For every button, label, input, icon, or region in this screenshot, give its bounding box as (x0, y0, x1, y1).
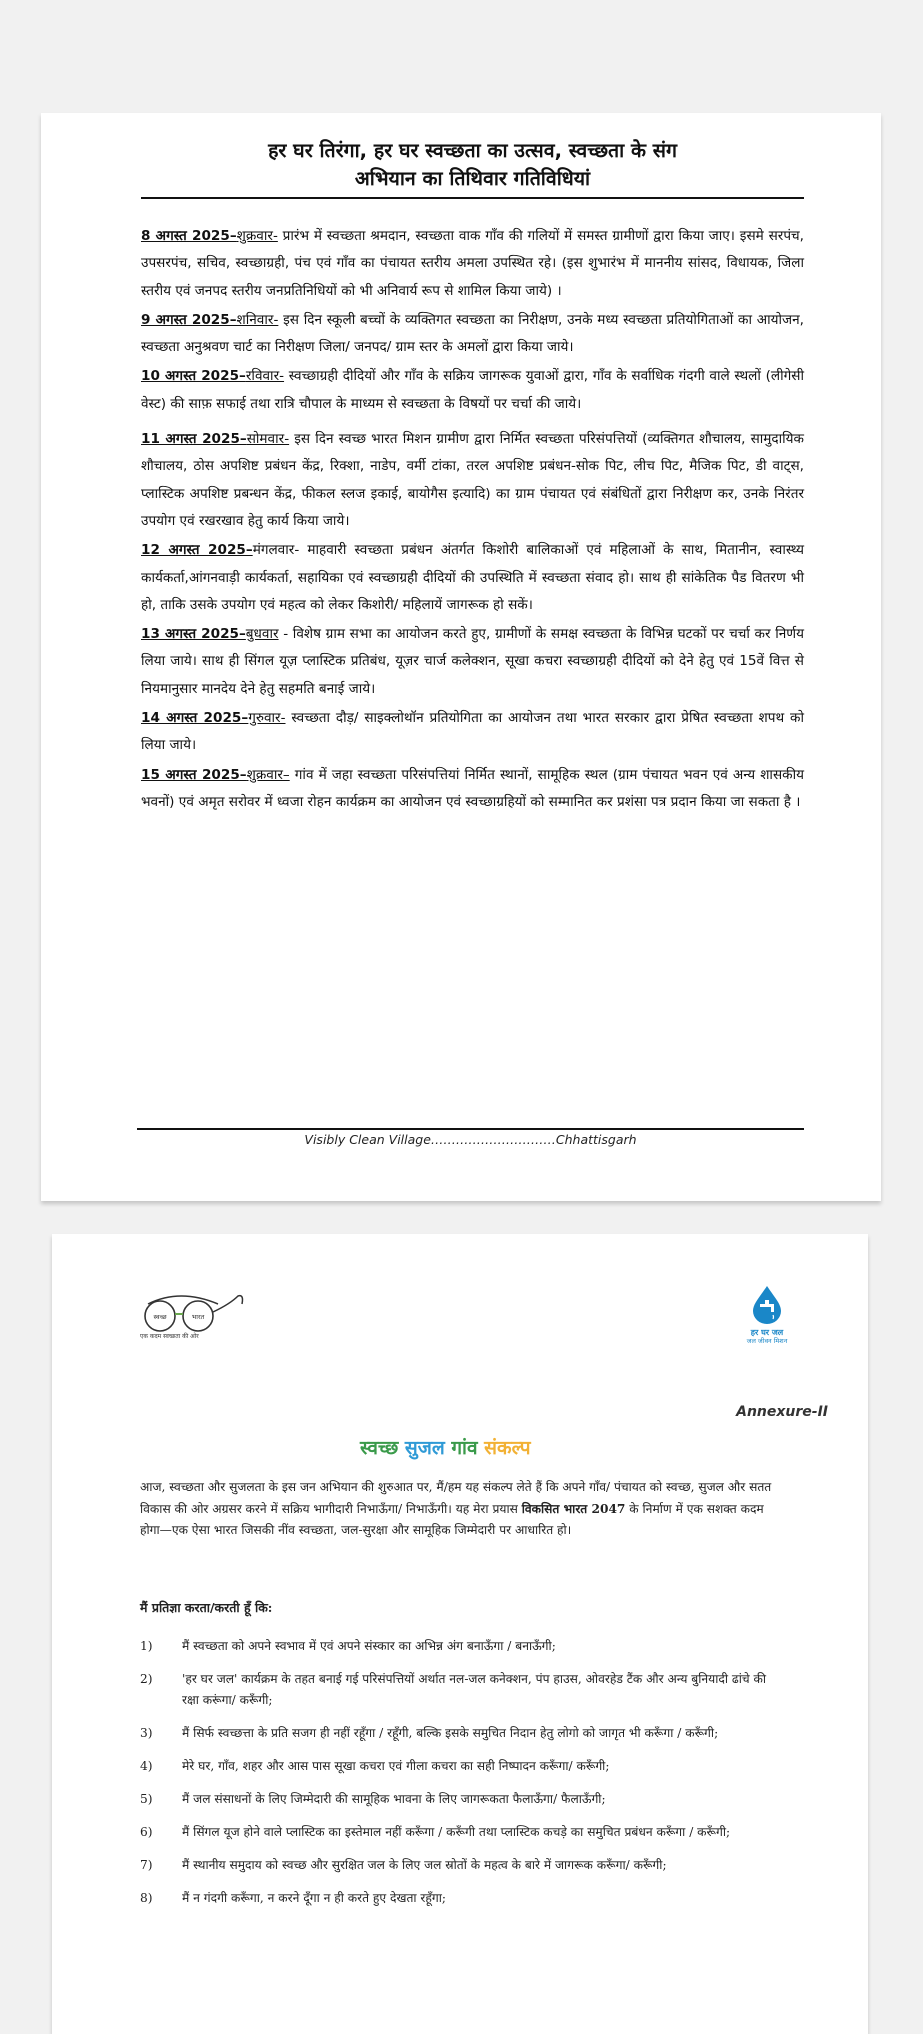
intro-bold-text: विकसित भारत 2047 (521, 1501, 626, 1516)
pledge-number: 1) (140, 1639, 153, 1653)
pledge-title (360, 1434, 531, 1460)
pledge-text: मैं स्थानीय समुदाय को स्वच्छ और सुरक्षित जल के लिए जल स्रोतों के महत्व के बारे में जागरूक करूँगा/ करूँगी; (182, 1858, 667, 1872)
title-word: सुजल (404, 1437, 445, 1459)
logo-left-lens: स्वच्छ (153, 1313, 167, 1321)
entry-date: 14 अगस्त 2025– (141, 710, 249, 727)
har-ghar-jal-logo (732, 1284, 802, 1354)
water-drop-tap-icon (747, 1284, 787, 1324)
entry-day: शुक्रवार– (246, 766, 290, 783)
entry-day: सोमवार- (246, 431, 290, 448)
pledge-text: मैं न गंदगी करूँगा, न करने दूँगा न ही करते हुए देखता रहूँगा; (182, 1891, 446, 1905)
pledge-number: 5) (140, 1792, 153, 1806)
pledge-number: 3) (140, 1726, 153, 1740)
activity-schedule (141, 223, 804, 818)
logo-right-lens: भारत (191, 1313, 205, 1321)
entry-day: गुरुवार- (248, 710, 286, 727)
pledge-item (140, 1789, 840, 1810)
page-title (141, 137, 804, 193)
pledge-text: 'हर घर जल' कार्यक्रम के तहत बनाई गई परिसंपत्तियों अर्थात नल-जल कनेक्शन, पंप हाउस, ओवरहेड टैंक और अन्य बुनियादी ढांचे की रक्षा करूंगा/ करूँगी; (182, 1672, 767, 1707)
document-page-1 (41, 113, 881, 1201)
entry-text: - विशेष ग्राम सभा का आयोजन करते हुए, ग्रामीणों के समक्ष स्वच्छता के विभिन्न घटकों पर चर्चा कर निर्णय लिया जाये। साथ ही सिंगल यूज़ प्लास्टिक प्रतिबंध, यूज़र चार्ज कलेक्शन, सूखा कचरा स्वच्छाग्रही दीदियों को देने हेतु एवं 15वें वित्त से नियमानुसार मानदेय देने हेतु सहमति बनाई जाये। (141, 626, 804, 697)
entry-text: मंगलवार- माहवारी स्वच्छता प्रबंधन अंतर्गत किशोरी बालिकाओं एवं महिलाओं के साथ, मितानीन, स्वास्थ्य कार्यकर्ता,आंगनवाड़ी कार्यकर्ता, सहायिका एवं स्वच्छाग्रही दीदियों की उपस्थिति में स्वच्छता संवाद हो। साथ ही सांकेतिक पैड वितरण भी हो, ताकि उसके उपयोग एवं महत्व को लेकर किशोरी/ महिलायें जागरूक हो सकें। (141, 542, 805, 613)
schedule-entry (141, 307, 804, 362)
entry-text: गांव में जहा स्वच्छता परिसंपत्तियां निर्मित स्थानों, सामूहिक स्थल (ग्राम पंचायत भवन एवं अन्य शासकीय भवनों) एवं अमृत सरोवर में ध्वजा रोहन कार्यक्रम का आयोजन एवं स्वच्छाग्रहियों को सम्मानित कर प्रशंसा पत्र प्रदान किया जा सकता है । (141, 766, 804, 810)
pledge-text: मैं सिंगल यूज होने वाले प्लास्टिक का इस्तेमाल नहीं करूँगा / करूँगी तथा प्लास्टिक कचड़े का समुचित प्रबंधन करूँगा / करूँगी; (182, 1825, 731, 1839)
title-divider (141, 197, 804, 199)
entry-day: बुधवार (245, 626, 279, 643)
pledge-text: मैं जल संसाधनों के लिए जिम्मेदारी की सामूहिक भावना के लिए जागरूकता फैलाऊँगा/ फैलाऊँगी; (182, 1792, 606, 1806)
entry-text: स्वच्छाग्रही दीदियों और गाँव के सक्रिय जागरूक युवाओं द्वारा, गाँव के सर्वाधिक गंदगी वाले स्थलों (लीगेसी वेस्ट) की साफ़ सफाई तथा रात्रि चौपाल के माध्यम से स्वच्छता के विषयों पर चर्चा की जाये। (141, 368, 804, 412)
entry-text: इस दिन स्कूली बच्चों के व्यक्तिगत स्वच्छता का निरीक्षण, उनके मध्य स्वच्छता प्रतियोगिताओं का आयोजन, स्वच्छता अनुश्रवण चार्ट का निरीक्षण जिला/ जनपद/ ग्राम स्तर के अमलों द्वारा किया जाये। (141, 311, 804, 356)
entry-date: 15 अगस्त 2025– (141, 766, 247, 783)
pledge-text: मैं सिर्फ स्वच्छत्ता के प्रति सजग ही नहीं रहूँगा / रहूँगी, बल्कि इसके समुचित निदान हेतु लोगो को जागृत भी करूँगा / करूँगी; (182, 1726, 719, 1740)
title-word: गांव (451, 1437, 478, 1459)
entry-date: 11 अगस्त 2025– (141, 431, 247, 448)
footer-divider (137, 1128, 804, 1130)
document-page-2 (52, 1234, 868, 2034)
schedule-entry (141, 537, 804, 619)
pledge-item (140, 1855, 840, 1876)
entry-text: इस दिन स्वच्छ भारत मिशन ग्रामीण द्वारा निर्मित स्वच्छता परिसंपत्तियों (व्यक्तिगत शौचालय, सामुदायिक शौचालय, ठोस अपशिष्ट प्रबंधन केंद्र, रिक्शा, नाडेप, वर्मी टांका, तरल अपशिष्ट प्रबंधन-सोक पिट, लीच पिट, मैजिक पिट, डी वाट्स, प्लास्टिक अपशिष्ट प्रबन्धन केंद्र, फीकल स्लज इकाई, बायोगैस इत्यादि) का ग्राम पंचायत एवं संबंधितों द्वारा निरीक्षण कर, उनके निरंतर उपयोग एवं रखरखाव हेतु कार्य किया जाये। (141, 431, 804, 529)
pledge-number: 4) (140, 1759, 153, 1773)
logo-tagline: एक कदम स्वच्छता की ओर (140, 1333, 199, 1340)
pledge-list (140, 1636, 840, 1921)
pledge-item (140, 1822, 840, 1843)
pledge-item (140, 1723, 840, 1744)
entry-text: प्रारंभ में स्वच्छता श्रमदान, स्वच्छता वाक गाँव की गलियों में समस्त ग्रामीणों द्वारा किया जाए। इसमे सरपंच, उपसरपंच, सचिव, स्वच्छाग्रही, पंच एवं गाँव का पंचायत स्तरीय अमला उपस्थित रहे। (इस शुभारंभ में माननीय सांसद, विधायक, जिला स्तरीय एवं जनपद स्तरीय जनप्रतिनिधियों को भी अनिवार्य रूप से शामिल किया जाये) । (141, 228, 804, 299)
entry-date: 10 अगस्त 2025– (141, 368, 246, 385)
entry-day: शनिवार- (236, 311, 279, 328)
schedule-entry (141, 705, 804, 760)
schedule-entry (141, 426, 804, 535)
entry-day: रविवार- (245, 368, 285, 385)
pledge-number: 8) (140, 1891, 153, 1905)
schedule-entry (141, 363, 804, 418)
title-word: स्वच्छ (360, 1437, 399, 1459)
title-word: संकल्प (484, 1437, 531, 1459)
title-line-1: हर घर तिरंगा, हर घर स्वच्छता का उत्सव, स्वच्छता के संग (268, 139, 677, 162)
entry-date: 12 अगस्त 2025– (141, 542, 253, 559)
schedule-entry (141, 762, 804, 817)
intro-text: के निर्माण में एक सशक्त कदम होगा—एक ऐसा भारत जिसकी नींव स्वच्छता, जल-सुरक्षा और सामूहिक जिम्मेदारी पर आधारित हो। (140, 1501, 764, 1537)
pledge-text: मैं स्वच्छता को अपने स्वभाव में एवं अपने संस्कार का अभिन्न अंग बनाऊँगा / बनाऊँगी; (182, 1639, 556, 1653)
intro-text: आज, स्वच्छता और सुजलता के इस जन अभियान की शुरुआत पर, मैं/हम यह संकल्प लेते हैं कि अपने गाँव/ पंचायत को स्वच्छ, सुजल और सतत विकास की ओर अग्रसर करने में सक्रिय भागीदारी निभाऊँगा/ निभाऊँगी। यह मेरा प्रयास (140, 1480, 772, 1516)
entry-day: शुक्रवार- (236, 228, 278, 244)
annexure-label: Annexure-II (736, 1404, 828, 1420)
spectacles-icon (140, 1290, 250, 1334)
pledge-text: मेरे घर, गाँव, शहर और आस पास सूखा कचरा एवं गीला कचरा का सही निष्पादन करूँगा/ करूँगी; (182, 1759, 610, 1773)
pledge-number: 7) (140, 1858, 153, 1872)
pledge-intro (140, 1477, 780, 1542)
pledge-item (140, 1756, 840, 1777)
schedule-entry (141, 621, 804, 703)
entry-date: 9 अगस्त 2025– (141, 311, 237, 328)
schedule-entry (141, 223, 804, 305)
pledge-number: 6) (140, 1825, 153, 1839)
entry-text: स्वच्छता दौड़/ साइक्लोथॉन प्रतियोगिता का आयोजन तथा भारत सरकार द्वारा प्रेषित स्वच्छता शपथ को लिया जाये। (141, 710, 805, 754)
title-line-2: अभियान का तिथिवार गतिविधियां (354, 167, 591, 190)
page-footer: Visibly Clean Village…………………………Chhattisgarh (304, 1132, 637, 1147)
entry-date: 13 अगस्त 2025– (141, 626, 246, 643)
logo-right-line2: जल जीवन मिशन (746, 1337, 788, 1345)
logo-right-line1: हर घर जल (750, 1328, 784, 1337)
swachh-bharat-logo (140, 1290, 250, 1350)
pledge-heading: मैं प्रतिज्ञा करता/करती हूँ कि: (140, 1600, 273, 1615)
pledge-item (140, 1888, 840, 1909)
pledge-item (140, 1636, 840, 1657)
pledge-number: 2) (140, 1672, 153, 1686)
pledge-item (140, 1669, 840, 1711)
entry-date: 8 अगस्त 2025– (141, 228, 237, 244)
